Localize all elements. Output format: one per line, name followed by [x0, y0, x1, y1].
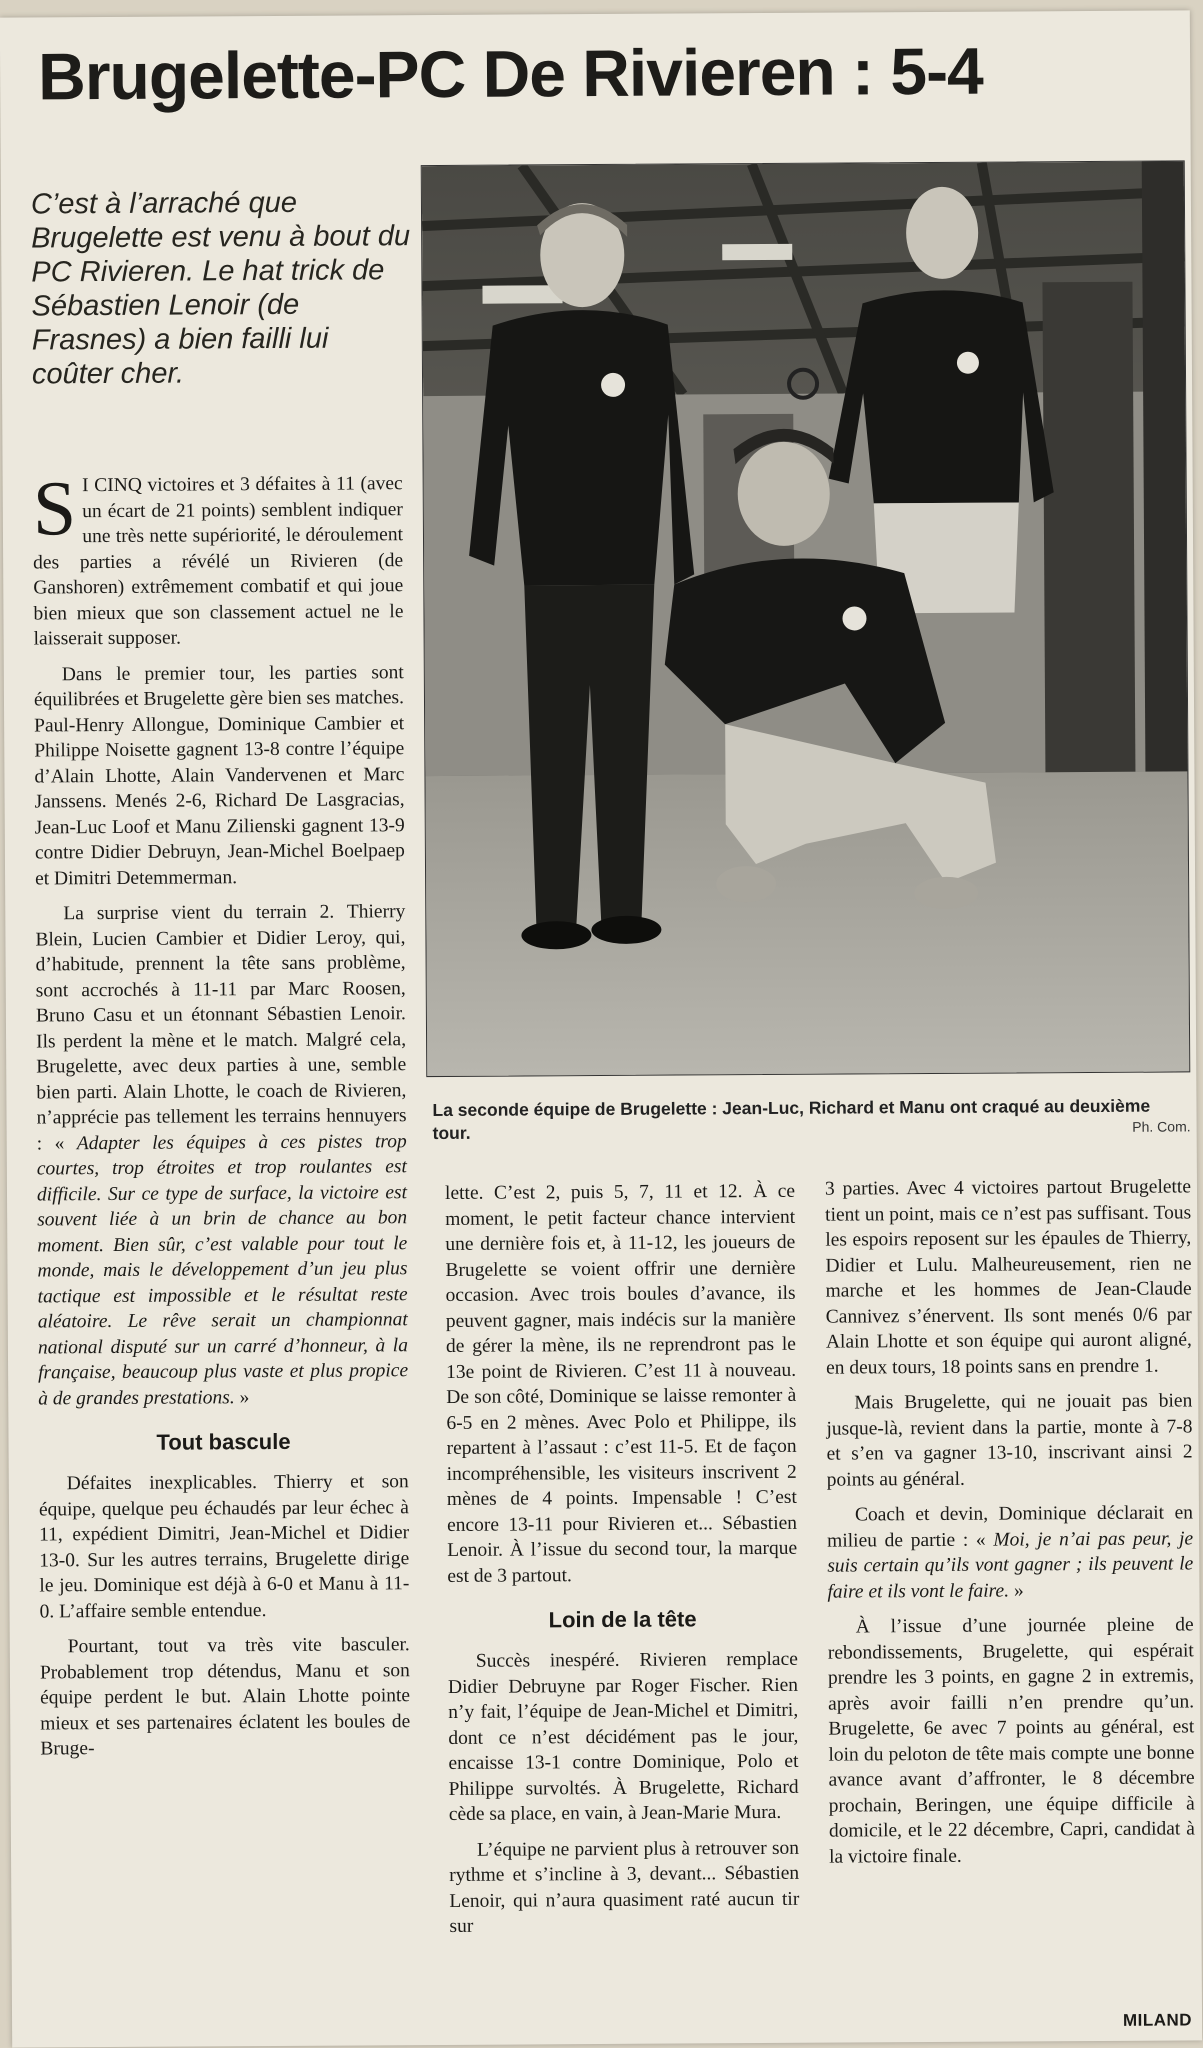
quote-close: »: [239, 1386, 250, 1408]
subheading: Loin de la tête: [548, 1606, 697, 1633]
paragraph-text: La surprise vient du terrain 2. Thierry Blein, Lucien Cambier et Didier Leroy, qui, d’habitude, prennent la tête sans problème, sont accrochés à 11-11 par Marc Roosen, Bruno Casu et un étonnant Sébastien Lenoir. Ils perdent la mène et le match. Malgré cela, Brugelette, avec deux parties à une, semble bien parti. Alain Lhotte, le coach de Rivieren, n’apprécie pas tellement les terrains hennuyers : «: [35, 901, 407, 1154]
paragraph: Pourtant, tout va très vite basculer. Probablement trop détendus, Manu et son équipe perdent le but. Alain Lhotte pointe mieux et ses partenaires éclatent les boules de Bruge-: [39, 1634, 411, 1760]
paragraph: [827, 1500, 1194, 1604]
paragraph: À l’issue d’une journée pleine de rebondissements, Brugelette, qui espérait prendre les 3 points, en gagne 2 in extremis, après avoir failli n’en prendre qu’un. Brugelette, 6e avec 7 points au général, est loin du peloton de tête mais compte une bonne avance avant d’affronter, le 8 décembre prochain, Beringen, une équipe difficile à domicile, et le 22 décembre, Capri, candidat à la victoire finale.: [827, 1614, 1195, 1868]
newspaper-clipping: [0, 10, 1202, 2047]
quote: Moi, je n’ai pas peur, je suis certain qu’ils vont gagner ; ils peuvent le faire et ils vont le faire.: [827, 1527, 1194, 1603]
team-photo: [421, 160, 1191, 1077]
drop-cap: S: [32, 464, 77, 552]
quote: Adapter les équipes à ces pistes trop courtes, trop étroites et trop roulantes est difficile. Sur ce type de surface, la victoire est souvent liée à un brin de chance au bon moment. Bien sûr, c’est valable pour tout le monde, mais le développement d’un jeu plus tactique est impossible et le résultat reste aléatoire. Le rêve serait un championnat national disputé sur un carré d’honneur, à la française, beaucoup plus vaste et plus propice à de grandes prestations.: [36, 1130, 409, 1409]
paragraph-text: I CINQ victoires et 3 défaites à 11 (avec un écart de 21 points) semblent indiquer une très nette supériorité, le déroulement des parties a révélé un Rivieren (de Ganshoren) extrêmement combatif et qui joue bien mieux que son classement actuel ne le laisserait supposer.: [33, 473, 404, 650]
paragraph: Défaites inexplicables. Thierry et son équipe, quelque peu échaudés par leur échec à 11, expédient Dimitri, Jean-Michel et Didier 13-0. Sur les autres terrains, Brugelette dirige le jeu. Dominique est déjà à 6-0 et Manu à 11-0. L’affaire semble entendue.: [38, 1471, 410, 1622]
column-2: [445, 1179, 800, 1950]
subheading: Tout bascule: [156, 1428, 291, 1455]
paragraph: [32, 464, 404, 652]
paragraph: 3 parties. Avec 4 victoires partout Brugelette tient un point, mais ce n’est pas suffisant. Tous les espoirs reposent sur les épaules de Thierry, Didier et Lulu. Malheureusement, rien ne marche et les hommes de Jean-Claude Cannivez s’énervent. Ils sont menés 0/6 par Alain Lhotte et son équipe qui auront aligné, en deux tours, 18 points sans en prendre 1.: [824, 1176, 1192, 1379]
paragraph: Succès inespéré. Rivieren remplace Didier Debruyne par Roger Fischer. Rien n’y fait, l’équipe de Jean-Michel et Dimitri, dont ce n’est décidément pas le jour, encaisse 13-1 contre Dominique, Polo et Philippe survoltés. À Brugelette, Richard cède sa place, en vain, à Jean-Marie Mura.: [447, 1648, 799, 1825]
paragraph: Mais Brugelette, qui ne jouait pas bien jusque-là, revient dans la partie, monte à 7-8 et s’en va gagner 13-10, inscrivant ainsi 2 points au général.: [826, 1390, 1193, 1491]
paragraph: [35, 899, 408, 1411]
column-1: [32, 464, 411, 1772]
author-byline: MILAND: [1122, 2010, 1193, 2030]
paragraph: L’équipe ne parvient plus à retrouver son rythme et s’incline à 3, devant... Sébastien Lenoir, qui n’aura quasiment raté aucun tir sur: [449, 1837, 800, 1937]
column-3: [825, 1174, 1195, 1879]
quote-close: »: [1013, 1579, 1024, 1601]
paragraph-text: Coach et devin, Dominique déclarait en milieu de partie : «: [827, 1502, 1194, 1552]
team-photo-image: [422, 161, 1190, 1076]
paragraph: lette. C’est 2, puis 5, 7, 11 et 12. À ce moment, le petit facteur chance intervient une dernière fois et, à 11-12, les joueurs de Brugelette se voient offrir une dernière occasion. Avec trois boules d’avance, ils peuvent gagner, mais indécis sur la manière de gérer la mène, ils ne reprendront pas le 13e point de Rivieren. C’est 11 à nouveau. De son côté, Dominique se laisse remonter à 6-5 en 2 mènes. Avec Polo et Philippe, ils repartent à l’assaut : c’est 11-5. Et de façon incompréhensible, les visiteurs inscrivent 2 mènes de 4 points. Impensable ! C’est encore 13-11 pour Rivieren et... Sébastien Lenoir. À l’issue du second tour, la marque est de 3 partout.: [444, 1180, 798, 1587]
standfirst: C’est à l’arraché que Brugelette est venu à bout du PC Rivieren. Le hat trick de Sébastien Lenoir (de Frasnes) a bien failli lui coûter cher.: [30, 186, 411, 391]
photo-credit: Ph. Com.: [1132, 1118, 1191, 1135]
headline: Brugelette-PC De Rivieren : 5-4: [37, 33, 983, 114]
photo-caption: La seconde équipe de Brugelette : Jean-Luc, Richard et Manu ont craqué au deuxième tour.: [432, 1095, 1151, 1144]
paragraph: Dans le premier tour, les parties sont équilibrées et Brugelette gère bien ses matches. Paul-Henry Allongue, Dominique Cambier et Philippe Noisette gagnent 13-8 contre l’équipe d’Alain Lhotte, Alain Vandervenen et Marc Janssens. Menés 2-6, Richard De Lasgracias, Jean-Luc Loof et Manu Zilienski gagnent 13-9 contre Didier Debruyn, Jean-Michel Boelpaep et Dimitri Detemmerman.: [33, 661, 405, 889]
